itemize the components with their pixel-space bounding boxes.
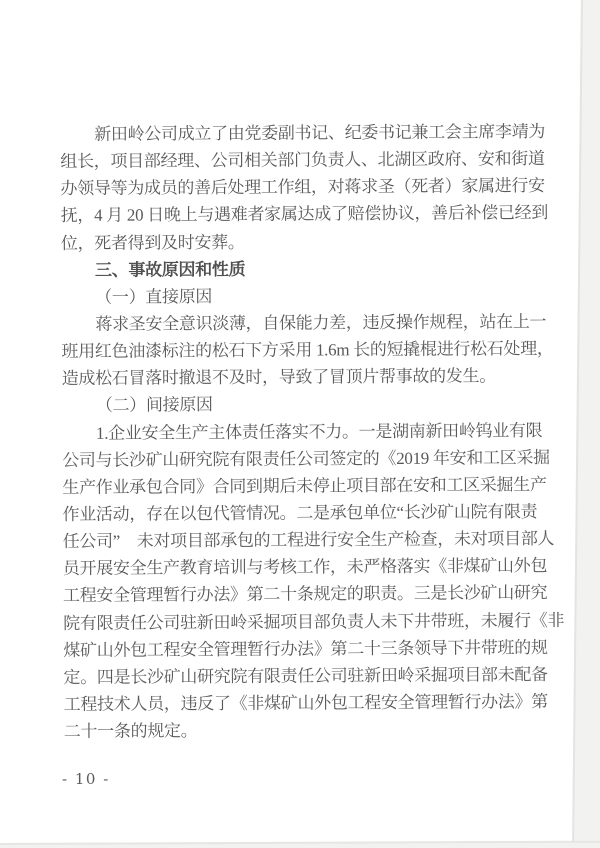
text-line: 蒋求圣安全意识淡薄，自保能力差，违反操作规程，站在上一 xyxy=(95,312,547,334)
text-line: 院有限责任公司驻新田岭采掘项目部负责人未下井带班，未履行《非 xyxy=(63,610,565,633)
text-line: 员开展安全生产教育培训与考核工作，未严格落实《非煤矿山外包 xyxy=(62,556,548,579)
paper-bottom-edge xyxy=(0,841,600,848)
paper-right-edge xyxy=(572,0,600,848)
text-line: 位，死者得到及时安葬。 xyxy=(60,232,245,253)
text-line: 1.企业安全生产主体责任落实不力。一是湖南新田岭钨业有限 xyxy=(95,420,543,443)
text-line: 组长，项目部经理、公司相关部门负责人、北湖区政府、安和街道 xyxy=(60,149,545,172)
text-line: （一）直接原因 xyxy=(95,286,213,307)
text-line: 工程安全管理暂行办法》第二十条规定的职责。三是长沙矿山研究 xyxy=(62,583,548,606)
text-line: 造成松石冒落时撤退不及时，导致了冒顶片帮事故的发生。 xyxy=(61,366,496,389)
text-line: 煤矿山外包工程安全管理暂行办法》第二十三条领导下井带班的规 xyxy=(63,637,548,660)
text-line: 定。四是长沙矿山研究院有限责任公司驻新田岭采掘项目部未配备 xyxy=(63,664,548,687)
text-line: 新田岭公司成立了由党委副书记、纪委书记兼工会主席李靖为 xyxy=(94,122,546,144)
text-line: 作业活动，存在以包代管情况。二是承包单位“长沙矿山院有限责 xyxy=(62,502,538,524)
text-line: 抚，4 月 20 日晚上与遇难者家属达成了赔偿协议，善后补偿已经到 xyxy=(60,203,549,226)
section-heading-line: 三、事故原因和性质 xyxy=(94,259,246,280)
text-line: 生产作业承包合同》合同到期后未停止项目部在安和工区采掘生产 xyxy=(62,474,547,497)
text-line: 公司与长沙矿山研究院有限责任公司签定的《2019 年安和工区采掘 xyxy=(62,447,550,470)
text-line: 班用红色油漆标注的松石下方采用 1.6m 长的短撬棍进行松石处理， xyxy=(61,339,554,362)
text-line: 二十一条的规定。 xyxy=(63,721,198,742)
text-line: 任公司” 未对项目部承包的工程进行安全生产检查，未对项目部人 xyxy=(62,529,555,552)
document-body xyxy=(60,118,565,745)
page-number: - 10 - xyxy=(62,770,110,788)
text-line: 办领导等为成员的善后处理工作组，对蒋求圣（死者）家属进行安 xyxy=(60,176,545,199)
text-line: （二）间接原因 xyxy=(95,395,213,416)
text-line: 工程技术人员，违反了《非煤矿山外包工程安全管理暂行办法》第 xyxy=(63,691,549,714)
